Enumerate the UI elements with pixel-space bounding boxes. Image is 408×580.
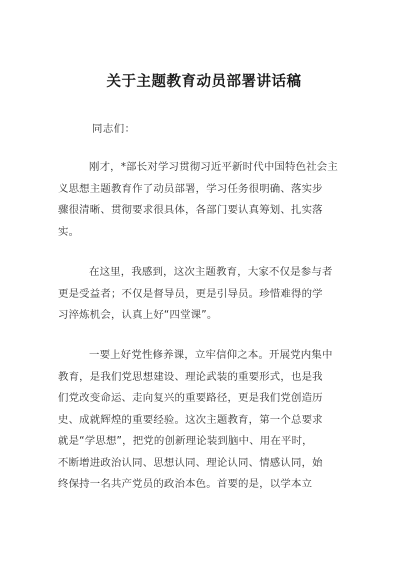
paragraph-line: 一要上好党性修养课，立牢信仰之本。开展党内集中 [89, 349, 333, 361]
paragraph-line: 骤很清晰、贯彻要求很具体，各部门要认真筹划、扎实落 [58, 204, 323, 216]
paragraph-1 [58, 157, 354, 243]
paragraph-line: 们党改变命运、走向复兴的重要路径，更是我们党创造历 [58, 392, 323, 404]
paragraph-line: 更是受益者；不仅是督导员，更是引导员。珍惜难得的学 [58, 287, 323, 300]
paragraph-line: 史、成就辉煌的重要经验。这次主题教育，第一个总要求 [58, 413, 323, 426]
paragraph-line: 刚才，*部长对学习贯彻习近平新时代中国特色社会主 [89, 161, 338, 173]
paragraph-line: 在这里，我感到，这次主题教育，大家不仅是参与者 [89, 266, 333, 278]
document-title: 关于主题教育动员部署讲话稿 [106, 73, 302, 90]
paragraph-line: 就是“学思想”，把党的创新理论装到脑中、用在平时， [58, 435, 313, 447]
paragraph-line: 习淬炼机会，认真上好“四堂课”。 [58, 309, 218, 321]
paragraph-2 [58, 262, 354, 327]
paragraph-3 [58, 345, 354, 496]
paragraph-line: 不断增进政治认同、思想认同、理论认同、情感认同，始 [58, 456, 323, 469]
paragraph-line: 实。 [58, 225, 80, 238]
paragraph-line: 终保持一名共产党员的政治本色。首要的是，以学本立 [58, 478, 313, 490]
paragraph-line: 教育，是我们党思想建设、理论武装的重要形式，也是我 [58, 370, 323, 383]
paragraph-line: 义思想主题教育作了动员部署，学习任务很明确、落实步 [58, 182, 323, 195]
salutation: 同志们： [92, 123, 136, 135]
